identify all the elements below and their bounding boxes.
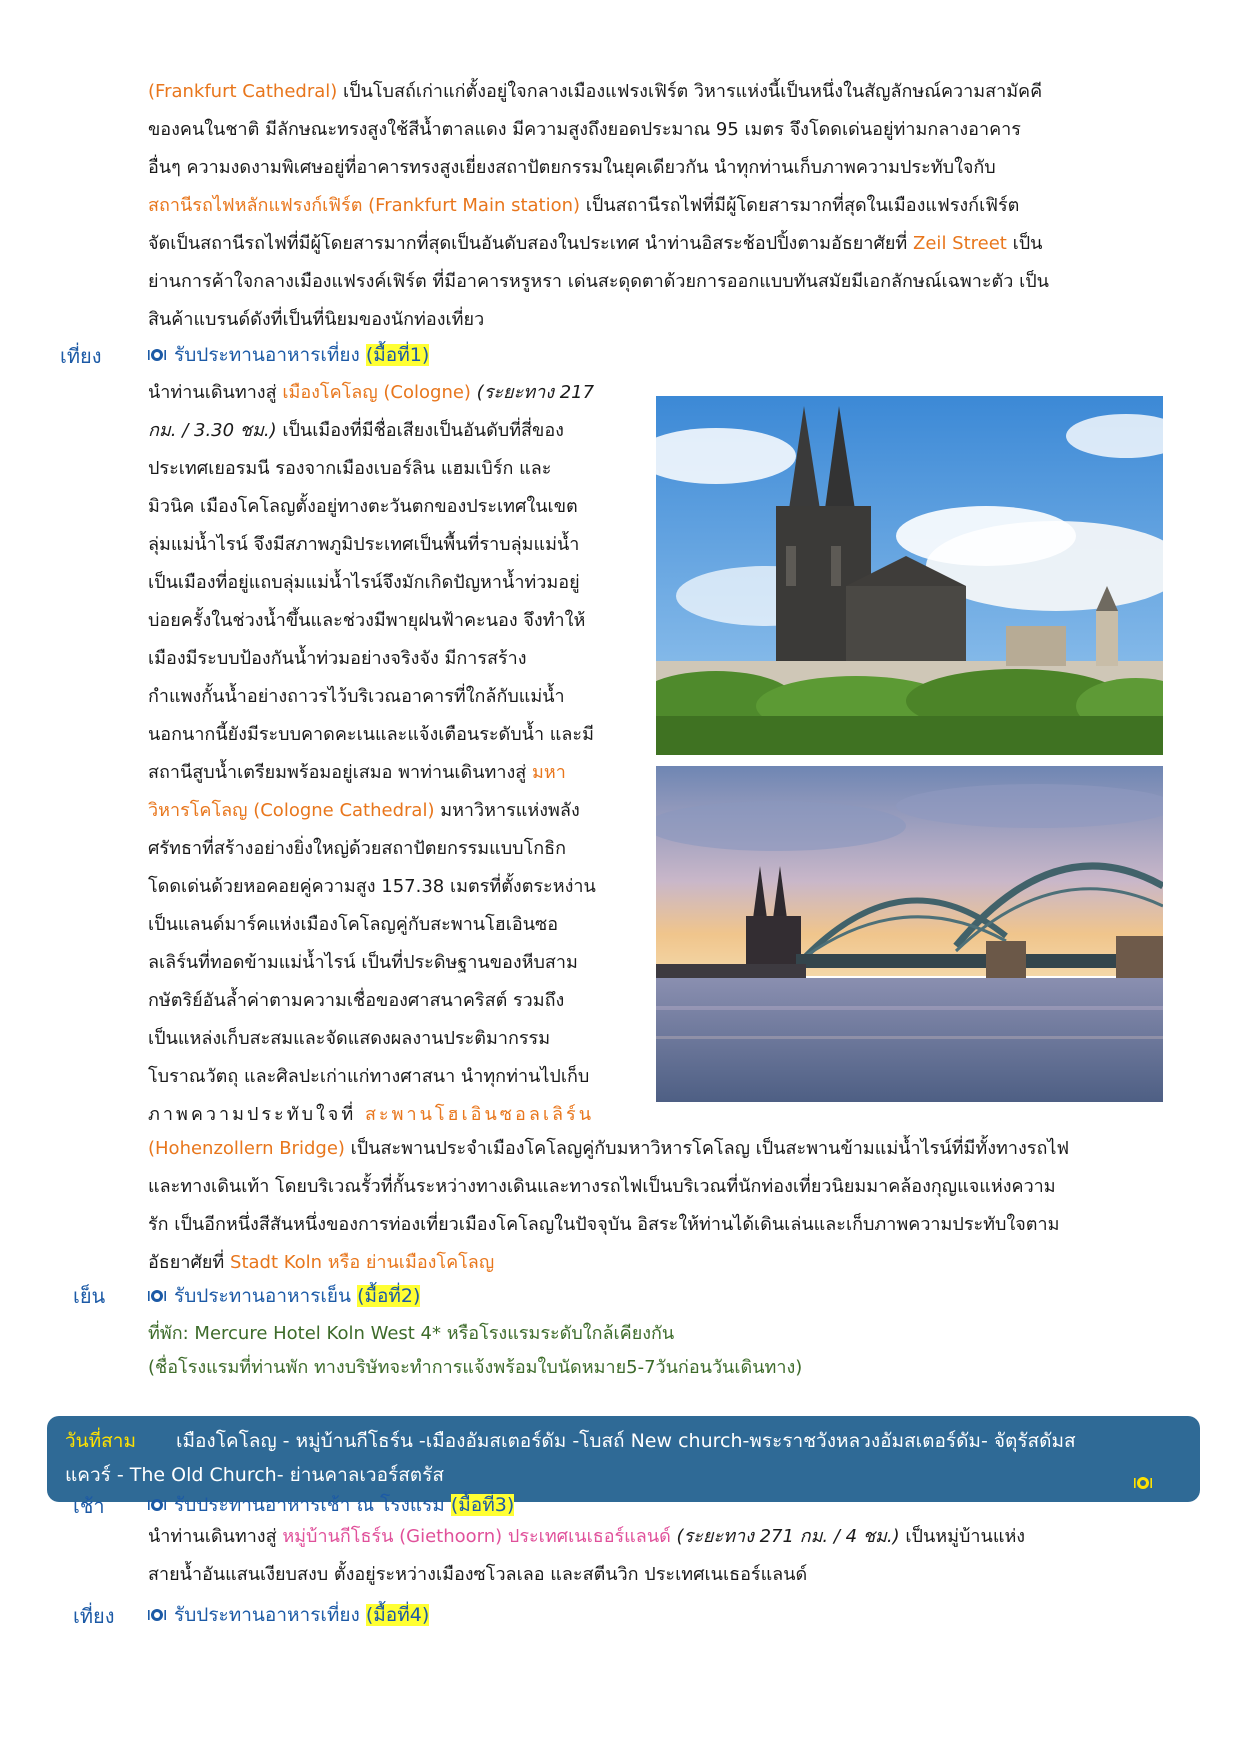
text: เป็น (1006, 233, 1043, 254)
text: ของคนในชาติ มีลักษณะทรงสูงใช้สีน้ำตาลแดง มีความสูงถึงยอดประมาณ 95 เมตร จึงโดดเด่นอยู่ท่ามกลางอาคาร (148, 119, 1021, 140)
distance-text: กม. / 3.30 ชม.) (148, 420, 277, 441)
cologne-cathedral-photo (656, 396, 1163, 755)
text: และทางเดินเท้า โดยบริเวณรั้วที่กั้นระหว่างทางเดินและทางรถไฟเป็นบริเวณที่นักท่องเที่ยวนิยมมาคล้องกุญแจแห่งความ (148, 1176, 1056, 1197)
day-route-line2: แควร์ - The Old Church- ย่านคาลเวอร์สตรัส (65, 1464, 444, 1486)
cologne-name: เมืองโคโลญ (Cologne) (282, 382, 471, 403)
lunch-meal-line (148, 1600, 429, 1630)
cologne-paragraph (148, 374, 639, 1134)
cathedral-name: วิหารโคโลญ (Cologne Cathedral) (148, 800, 435, 821)
day-label: วันที่สาม (65, 1430, 136, 1452)
intro-paragraph (148, 73, 1174, 339)
zeil-street-name: Zeil Street (913, 233, 1007, 254)
text: มิวนิค เมืองโคโลญตั้งอยู่ทางตะวันตกของประเทศในเขต (148, 496, 578, 517)
meal-number-badge: (มื้อที่4) (365, 1604, 430, 1626)
lunch-label: เที่ยง (73, 1604, 115, 1628)
meal-text: รับประทานอาหารเที่ยง (174, 344, 366, 366)
meal-number-badge: (มื้อที่3) (450, 1494, 515, 1516)
hotel-note: (ชื่อโรงแรมที่ท่านพัก ทางบริษัทจะทำการแจ้งพร้อมใบนัดหมาย5-7วันก่อนวันเดินทาง) (148, 1357, 803, 1378)
lunch-meal-line (148, 340, 429, 370)
text: เป็นหมู่บ้านแห่ง (899, 1526, 1026, 1547)
text: เป็นเมืองที่มีชื่อเสียงเป็นอันดับที่สี่ของ (276, 420, 564, 441)
breakfast-meal-line (148, 1490, 514, 1520)
text: ประเทศเยอรมนี รองจากเมืองเบอร์ลิน แฮมเบิร์ก และ (148, 458, 552, 479)
text: ศรัทธาที่สร้างอย่างยิ่งใหญ่ด้วยสถาปัตยกรรมแบบโกธิก (148, 838, 567, 859)
dining-icon (148, 1287, 166, 1303)
text: เป็นแลนด์มาร์คแห่งเมืองโคโลญคู่กับสะพานโฮเอินซอ (148, 914, 559, 935)
text: ลเลิร์นที่ทอดข้ามแม่น้ำไรน์ เป็นที่ประดิษฐานของหีบสาม (148, 952, 578, 973)
text: เป็นเมืองที่อยู่แถบลุ่มแม่น้ำไรน์จึงมักเกิดปัญหาน้ำท่วมอยู่ (148, 572, 580, 593)
frankfurt-cathedral-name: (Frankfurt Cathedral) (148, 81, 338, 102)
meal-number-badge: (มื้อที่2) (357, 1285, 421, 1307)
text: เมืองมีระบบป้องกันน้ำท่วมอย่างจริงจัง มีการสร้าง (148, 648, 527, 669)
text: กษัตริย์อันล้ำค่าตามความเชื่อของศาสนาคริสต์ รวมถึง (148, 990, 565, 1011)
text: มหาวิหารแห่งพลัง (434, 800, 580, 821)
hotel-info: ที่พัก: Mercure Hotel Koln West 4* หรือโรงแรมระดับใกล้เคียงกัน (148, 1323, 675, 1344)
hohenzollern-bridge-photo (656, 766, 1163, 1102)
text: นอกนากนี้ยังมีระบบคาดคะเนและแจ้งเตือนระดับน้ำ และมี (148, 724, 594, 745)
text: เป็นโบสถ์เก่าแก่ตั้งอยู่ใจกลางเมืองแฟรงเฟิร์ต วิหารแห่งนี้เป็นหนึ่งในสัญลักษณ์ความสามัคคี (337, 81, 1043, 102)
distance-text: (ระยะทาง 217 (470, 382, 595, 403)
text: เป็นแหล่งเก็บสะสมและจัดแสดงผลงานประติมากรรม (148, 1028, 551, 1049)
text: เป็นสะพานประจำเมืองโคโลญคู่กับมหาวิหารโคโลญ เป็นสะพานข้ามแม่น้ำไรน์ที่มีทั้งทางรถไฟ (344, 1138, 1070, 1159)
meal-text: รับประทานอาหารเที่ยง (174, 1604, 366, 1626)
dining-icon (148, 1496, 166, 1512)
breakfast-label: เช้า (73, 1494, 105, 1518)
text: เป็นสถานีรถไฟที่มีผู้โดยสารมากที่สุดในเมืองแฟรงก์เฟิร์ต (580, 195, 1020, 216)
meal-text: รับประทานอาหารเช้า ณ โรงแรม (174, 1494, 451, 1516)
dining-icon (148, 1606, 166, 1622)
text: จัดเป็นสถานีรถไฟที่มีผู้โดยสารมากที่สุดเป็นอันดับสองในประเทศ นำท่านอิสระช้อปปิ้งตามอัธยาศัยที่ (148, 233, 914, 254)
bridge-name: (Hohenzollern Bridge) (148, 1138, 345, 1159)
dinner-meal-line (148, 1281, 420, 1311)
text: สินค้าแบรนด์ดังที่เป็นที่นิยมของนักท่องเที่ยว (148, 309, 485, 330)
bridge-paragraph (148, 1130, 1174, 1282)
dinner-label: เย็น (73, 1284, 106, 1308)
text: ลุ่มแม่น้ำไรน์ จึงมีสภาพภูมิประเทศเป็นพื้นที่ราบลุ่มแม่น้ำ (148, 534, 580, 555)
meal-number-badge: (มื้อที่1) (365, 344, 430, 366)
text: ย่านการค้าใจกลางเมืองแฟรงค์เฟิร์ต ที่มีอาคารหรูหรา เด่นสะดุดตาด้วยการออกแบบทันสมัยมีเอกลักษณ์เฉพาะตัว เป็น (148, 271, 1049, 292)
giethoorn-paragraph (148, 1518, 1174, 1594)
text: นำท่านเดินทางสู่ (148, 382, 283, 403)
text: อื่นๆ ความงดงามพิเศษอยู่ที่อาคารทรงสูงเยี่ยงสถาปัตยกรรมในยุคเดียวกัน นำทุกท่านเก็บภาพความประทับใจกับ (148, 157, 996, 178)
meal-text: รับประทานอาหารเย็น (174, 1285, 358, 1307)
text: บ่อยครั้งในช่วงน้ำขึ้นและช่วงมีพายุฝนฟ้าคะนอง จึงทำให้ (148, 610, 586, 631)
giethoorn-name: หมู่บ้านกีโธร์น (Giethoorn) ประเทศเนเธอร์แลนด์ (282, 1526, 671, 1547)
text: โบราณวัตถุ และศิลปะเก่าแก่ทางศาสนา นำทุกท่านไปเก็บ (148, 1066, 590, 1087)
text: ภาพความประทับใจที่ (148, 1104, 365, 1125)
frankfurt-station-name: สถานีรถไฟหลักแฟรงก์เฟิร์ต (Frankfurt Main station) (148, 195, 581, 216)
text: อัธยาศัยที่ (148, 1252, 231, 1273)
day-route-line1: เมืองโคโลญ - หมู่บ้านกีโธร์น -เมืองอัมสเตอร์ดัม -โบสถ์ New church-พระราชวังหลวงอัมสเตอร์ดัม- จัตุรัสดัมส (175, 1430, 1076, 1452)
bridge-name: สะพานโฮเอินซอลเลิร์น (364, 1104, 595, 1125)
distance-text: (ระยะทาง 271 กม. / 4 ชม.) (670, 1526, 900, 1547)
old-town-name: Stadt Koln หรือ ย่านเมืองโคโลญ (230, 1252, 495, 1273)
text: โดดเด่นด้วยหอคอยคู่ความสูง 157.38 เมตรที่ตั้งตระหง่าน (148, 876, 596, 897)
text: กำแพงกั้นน้ำอย่างถาวรไว้บริเวณอาคารที่ใกล้กับแม่น้ำ (148, 686, 565, 707)
text: นำท่านเดินทางสู่ (148, 1526, 283, 1547)
dining-icon (1134, 1468, 1152, 1503)
text: สายน้ำอันแสนเงียบสงบ ตั้งอยู่ระหว่างเมืองซโวลเลอ และสตีนวิก ประเทศเนเธอร์แลนด์ (148, 1564, 808, 1585)
cathedral-name: มหา (532, 762, 566, 783)
dining-icon (148, 346, 166, 362)
lunch-label: เที่ยง (60, 344, 102, 368)
text: รัก เป็นอีกหนึ่งสีสันหนึ่งของการท่องเที่ยวเมืองโคโลญในปัจจุบัน อิสระให้ท่านได้เดินเล่นและเก็บภาพความประทับใจตาม (148, 1214, 1060, 1235)
text: สถานีสูบน้ำเตรียมพร้อมอยู่เสมอ พาท่านเดินทางสู่ (148, 762, 533, 783)
